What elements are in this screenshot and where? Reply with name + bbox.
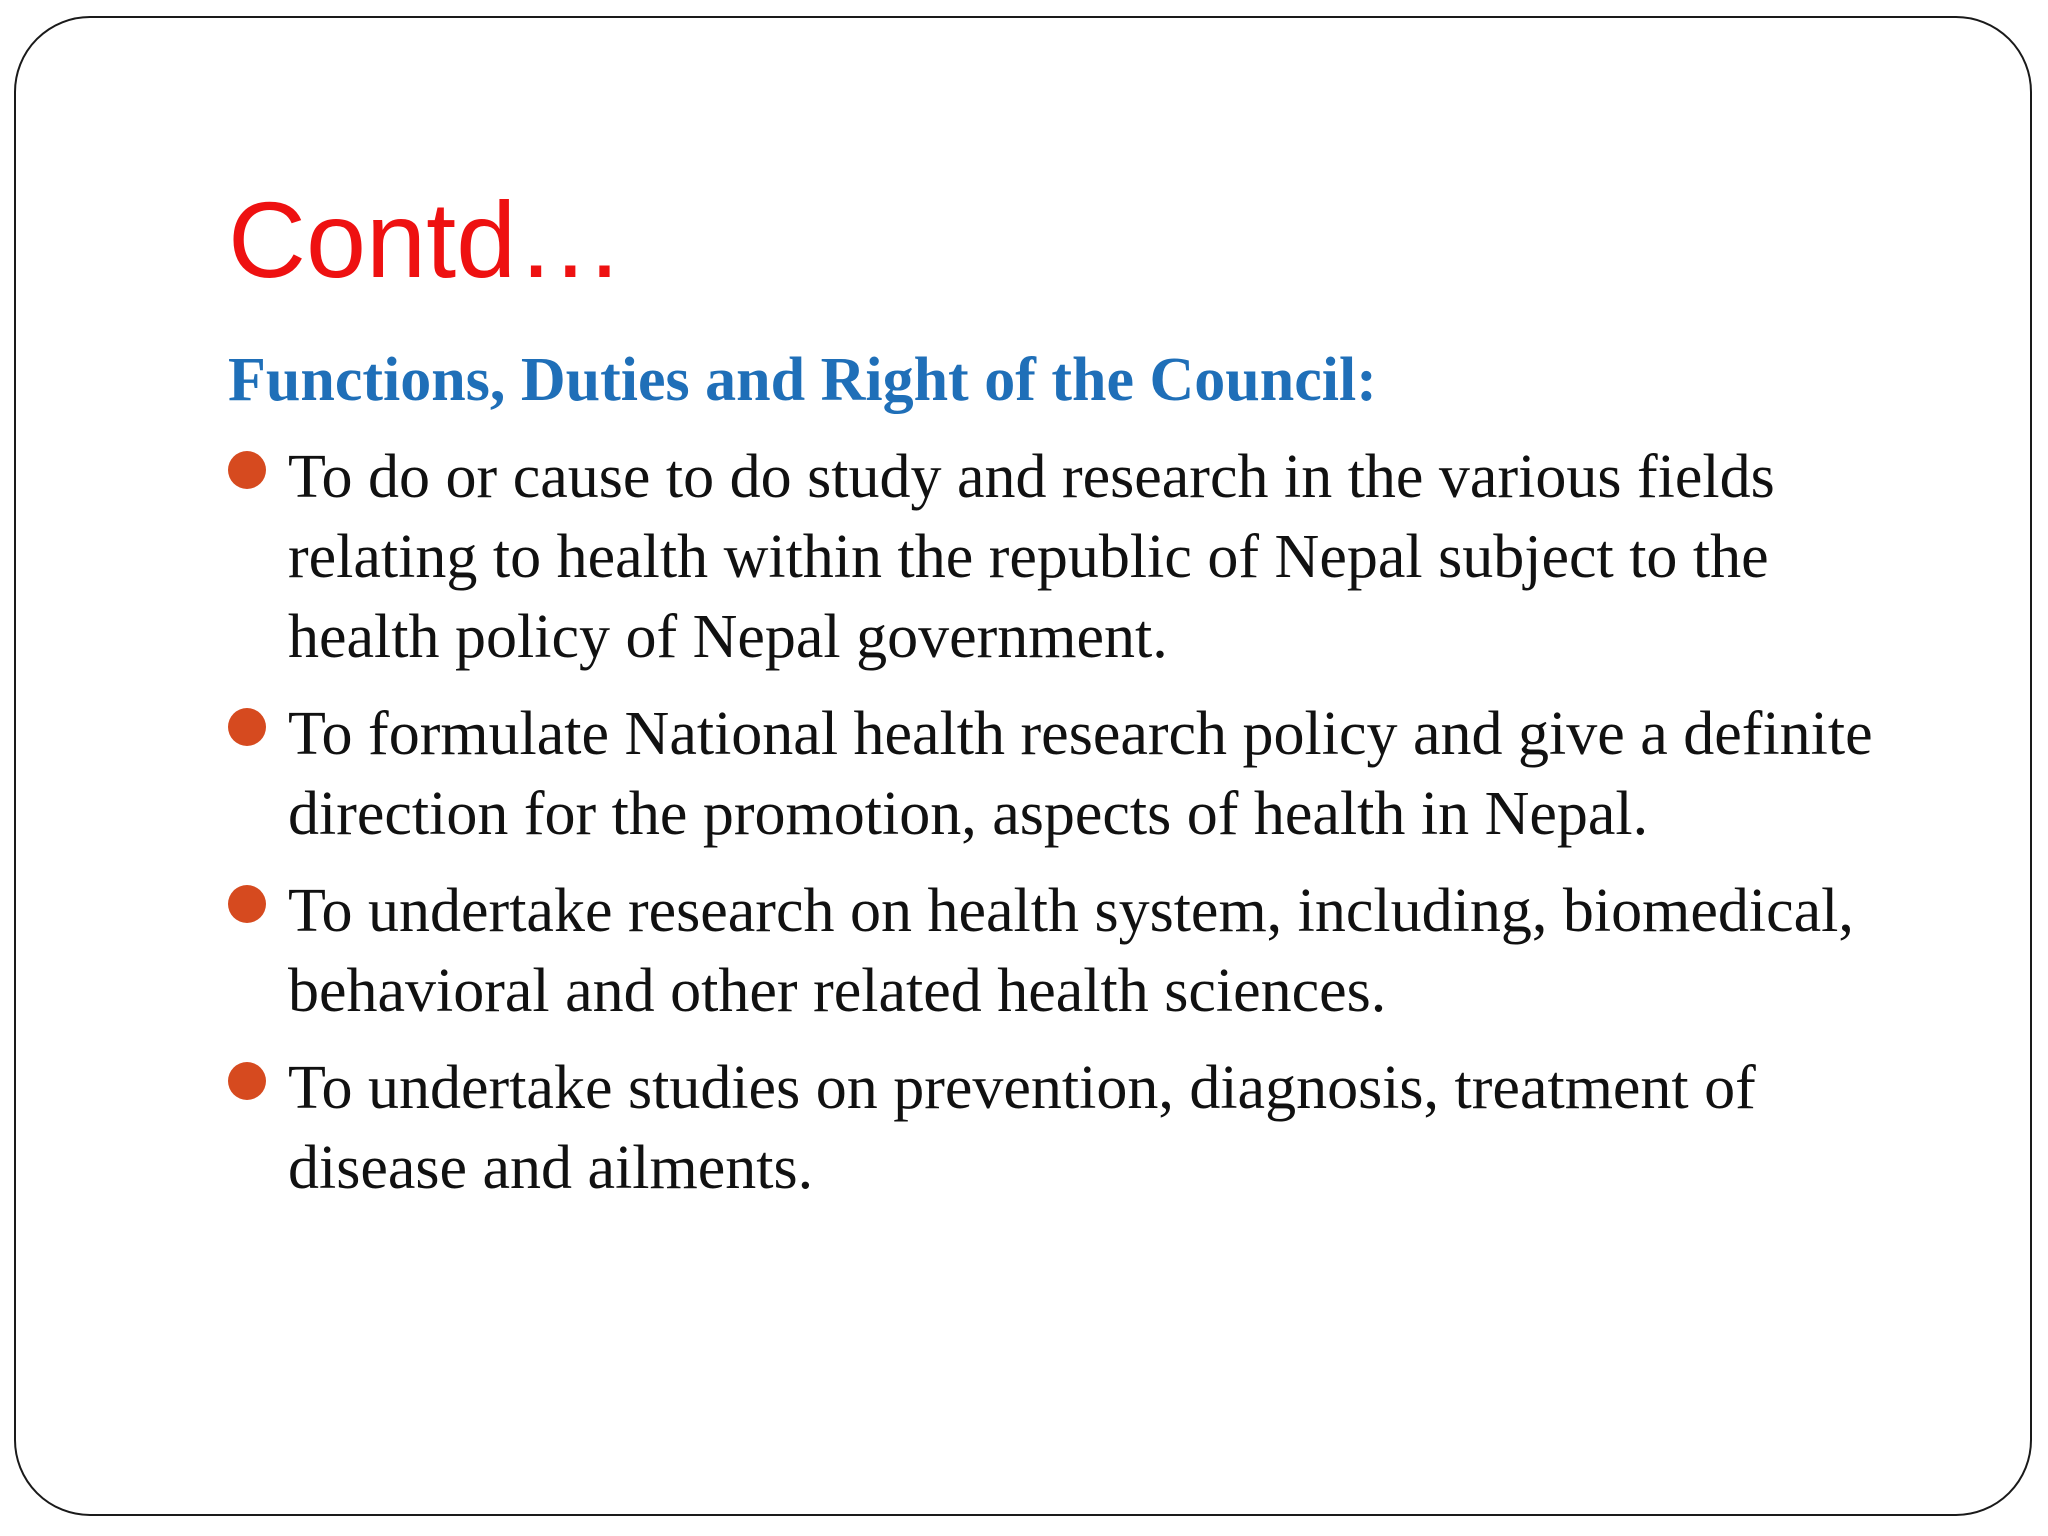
bullet-item-research-policy — [228, 694, 1928, 854]
bullet-dot-icon — [228, 885, 266, 923]
slide-title: Contd… — [228, 179, 625, 300]
section-heading: Functions, Duties and Right of the Council: — [228, 346, 1377, 414]
bullet-text: To formulate National health research policy and give a definite direction for the promotion, aspects of health in Nepal. — [288, 700, 1873, 848]
bullet-dot-icon — [228, 1062, 266, 1100]
bullet-list — [228, 437, 1928, 1225]
bullet-text: To do or cause to do study and research in the various fields relating to health within the republic of Nepal subject to the health policy of Nepal government. — [288, 443, 1775, 671]
bullet-item-health-system — [228, 871, 1928, 1031]
bullet-item-prevention-studies — [228, 1048, 1928, 1208]
bullet-dot-icon — [228, 708, 266, 746]
bullet-item-study-research — [228, 437, 1928, 677]
bullet-text: To undertake research on health system, including, biomedical, behavioral and other related health sciences. — [288, 877, 1854, 1025]
bullet-dot-icon — [228, 451, 266, 489]
bullet-text: To undertake studies on prevention, diagnosis, treatment of disease and ailments. — [288, 1054, 1756, 1202]
